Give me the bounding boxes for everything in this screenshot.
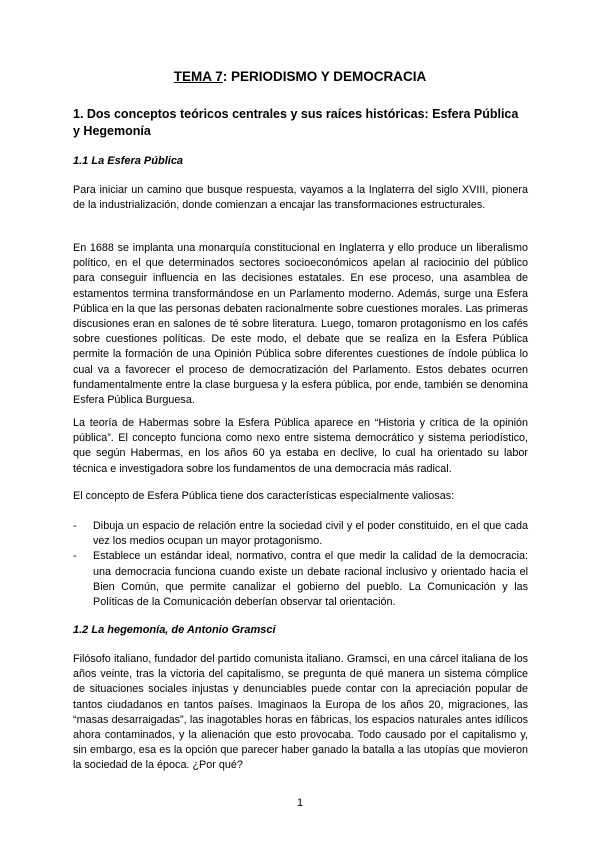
list-item-text: Dibuja un espacio de relación entre la sociedad civil y el poder constituido, en el que cada vez los medios ocupan un mayor protagonismo. xyxy=(93,520,528,548)
paragraph-1688: En 1688 se implanta una monarquía constitucional en Inglaterra y ello produce un liberalismo político, en el que determinados sectores socioeconómicos apelan al raciocinio del público para conseguir influencia en las decisiones estatales. En ese proceso, una asamblea de estamentos termina transformándose en un Parlamento moderno. Además, surge una Esfera Pública en la que las personas debaten racionalmente sobre cuestiones morales. Las primeras discusiones eran en salones de té sobre literatura. Luego, tomaron protagonismo en los cafés sobre cuestiones políticas. De este modo, el debate que se realiza en la Esfera Pública permite la formación de una Opinión Pública sobre diferentes cuestiones de índole pública lo cual va a favorecer el proceso de democratización del Parlamento. Estos debates ocurren fundamentalmente entre la clase burguesa y la esfera pública, por ende, también se denomina Esfera Pública Burguesa. xyxy=(73,242,528,407)
paragraph-intro: Para iniciar un camino que busque respuesta, vayamos a la Inglaterra del siglo XVIII, pionera de la industrialización, donde comienzan a encajar las transformaciones estructurales. xyxy=(73,184,528,212)
subsection-heading-1-2 xyxy=(73,624,528,636)
section-heading-1: 1. Dos conceptos teóricos centrales y sus raíces históricas: Esfera Pública y Hegemonía xyxy=(73,107,519,138)
list-item xyxy=(73,549,528,610)
subsection-heading-1-1: 1.1 La Esfera Pública xyxy=(73,155,184,167)
list-item xyxy=(73,519,528,549)
subsection-heading-prefix: 1.2 La hegemonía, de xyxy=(73,624,187,636)
subsection-heading-author: Antonio Gramsci xyxy=(186,624,276,636)
page-title xyxy=(0,69,600,84)
paragraph-gramsci: Filósofo italiano, fundador del partido comunista italiano. Gramsci, en una cárcel italiana de los años veinte, tras la victoria del capitalismo, se pregunta de qué manera un sistema cómplice de situaciones sociales injustas y denunciables puede contar con la apreciación popular de tantos ciudadanos en tantos países. Imaginaos la Europa de los años 20, migraciones, las “masas desarraigadas”, las inagotables horas en fábricas, los espacios naturales antes idílicos ahora contaminados, y la alienación que esto provocaba. Todo causado por el capitalismo y, sin embargo, esa es la opción que parecer haber ganado la batalla a las utopías que movieron la sociedad de la época. ¿Por qué? xyxy=(73,653,528,772)
list-dash: - xyxy=(73,550,77,563)
list-dash: - xyxy=(73,520,77,532)
list-item-text: Establece un estándar ideal, normativo, contra el que medir la calidad de la democracia: una democracia funciona cuando existe un debate racional inclusivo y orientado hacia el Bien Común, que permite canalizar el gobierno del pueblo. La Comunicación y las Políticas de la Comunicación deberían observar tal orientación. xyxy=(93,550,528,609)
title-topic-label: TEMA 7 xyxy=(173,69,223,84)
paragraph-habermas: La teoría de Habermas sobre la Esfera Pública aparece en “Historia y crítica de la opinión pública”. El concepto funciona como nexo entre sistema democrático y sistema periodístico, que según Habermas, en los años 60 ya estaba en declive, lo cual ha orientado su labor técnica e investigadora sobre los fundamentos de una democracia más radical. xyxy=(73,417,528,475)
page-number: 1 xyxy=(296,797,304,809)
paragraph-characteristics: El concepto de Esfera Pública tiene dos características especialmente valiosas: xyxy=(73,490,455,502)
title-topic-name: : PERIODISMO Y DEMOCRACIA xyxy=(222,69,427,84)
characteristics-list xyxy=(73,519,528,610)
